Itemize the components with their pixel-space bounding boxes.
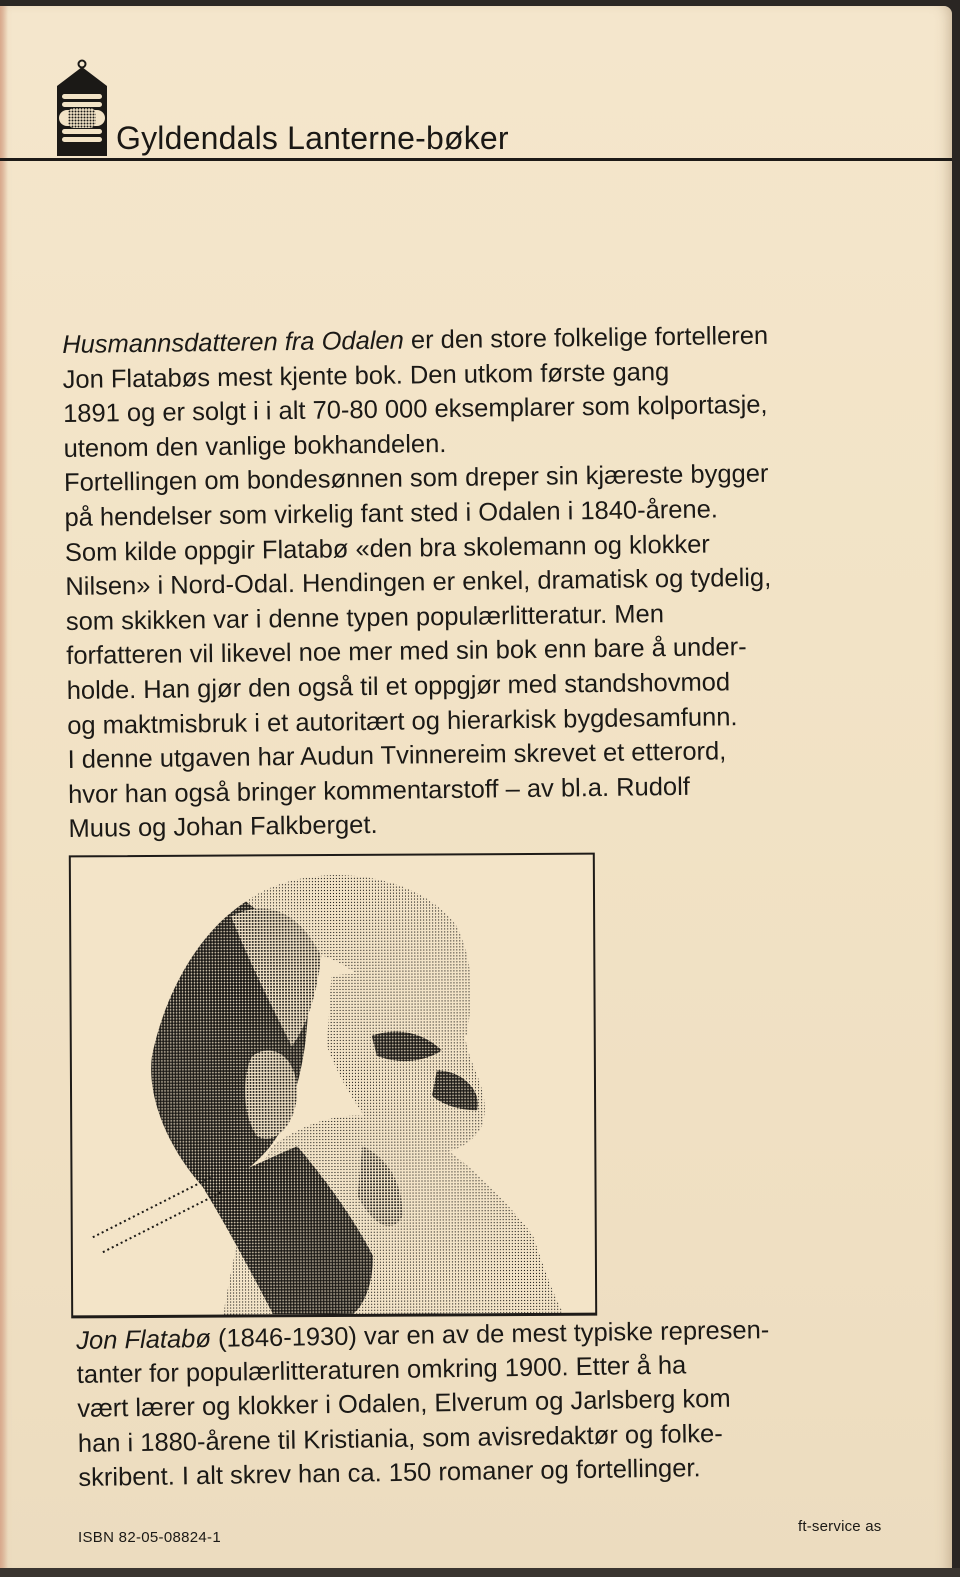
bio-line: Jon Flatabø (1846-1930) var en av de mest typiske represen- xyxy=(76,1316,770,1355)
bio-line: vært lærer og klokker i Odalen, Elverum og Jarlsberg kom xyxy=(77,1385,731,1424)
lantern-icon xyxy=(56,56,108,158)
bio-line: tanter for populærlitteraturen omkring 1900. Etter å ha xyxy=(76,1351,687,1390)
book-title: Husmannsdatteren fra Odalen xyxy=(62,326,405,359)
description-line: utenom den vanlige bokhandelen. xyxy=(63,429,447,463)
book-back-cover xyxy=(0,6,952,1572)
description-line: Som kilde oppgir Flatabø «den bra skolemann og klokker xyxy=(64,530,710,567)
description-line: Husmannsdatteren fra Odalen er den store folkelige fortelleren xyxy=(62,321,769,359)
isbn-number: ISBN 82-05-08824-1 xyxy=(78,1529,221,1546)
description-line: Jon Flatabøs mest kjente bok. Den utkom første gang xyxy=(62,357,670,394)
author-name: Jon Flatabø xyxy=(76,1324,212,1355)
description-line: hvor han også bringer kommentarstoff – av bl.a. Rudolf xyxy=(67,772,691,809)
portrait-halftone-image xyxy=(71,855,595,1316)
header-divider xyxy=(0,158,952,161)
description-line: på hendelser som virkelig fant sted i Odalen i 1840-årene. xyxy=(64,495,719,532)
series-header xyxy=(0,52,952,162)
book-description xyxy=(62,317,929,847)
series-title: Gyldendals Lanterne-bøker xyxy=(116,120,509,156)
description-line: Nilsen» i Nord-Odal. Hendingen er enkel, dramatisk og tydelig, xyxy=(65,563,772,602)
bio-line: han i 1880-årene til Kristiania, som avisredaktør og folke- xyxy=(77,1419,723,1458)
description-line: I denne utgaven har Audun Tvinnereim skrevet et etterord, xyxy=(67,737,727,775)
bio-line: skribent. I alt skrev han ca. 150 romaner og fortellinger. xyxy=(78,1454,701,1492)
description-line: som skikken var i denne typen populærlitteratur. Men xyxy=(65,599,665,636)
printer-credit: ft-service as xyxy=(798,1518,882,1535)
description-line: forfatteren vil likevel noe mer med sin bok enn bare å under- xyxy=(66,633,747,671)
description-line: og maktmisbruk i et autoritært og hierarkisk bygdesamfunn. xyxy=(67,702,738,740)
description-line: Fortellingen om bondesønnen som dreper sin kjæreste bygger xyxy=(63,460,769,498)
description-line: holde. Han gjør den også til et oppgjør med standshovmod xyxy=(66,668,731,705)
scan-edge xyxy=(0,1568,960,1577)
author-bio xyxy=(76,1311,899,1495)
description-line: 1891 og er solgt i i alt 70-80 000 eksemplarer som kolportasje, xyxy=(62,390,768,429)
author-portrait xyxy=(69,853,597,1319)
description-line: Muus og Johan Falkberget. xyxy=(68,811,378,844)
